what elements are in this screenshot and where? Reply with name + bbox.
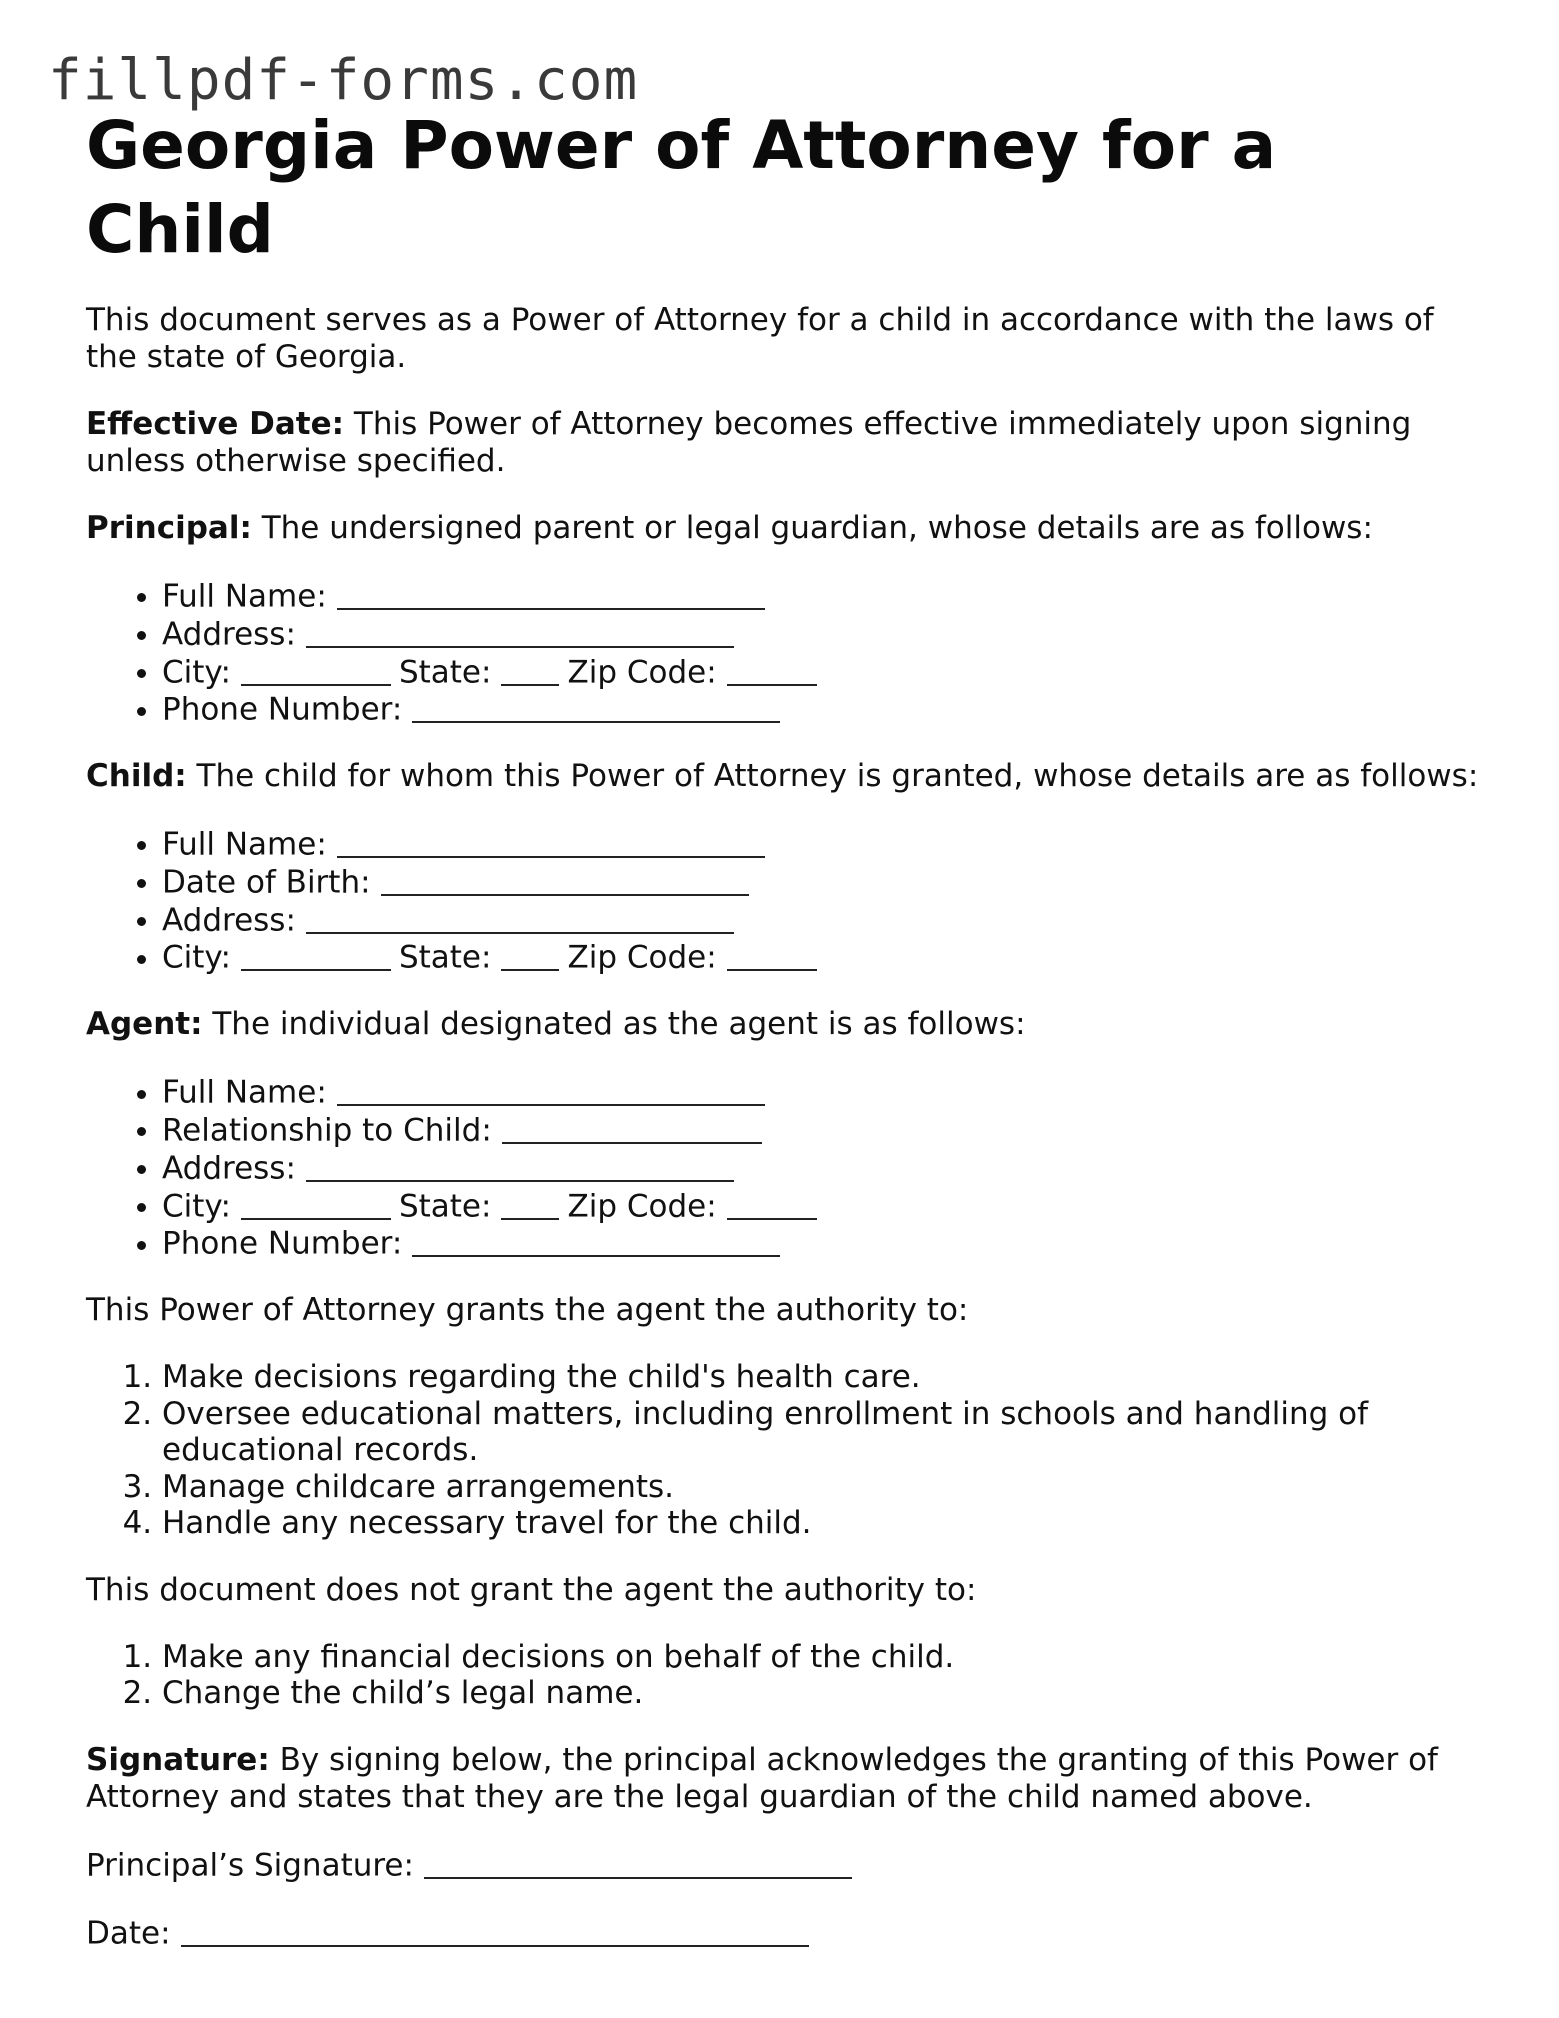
list-item <box>162 653 1486 691</box>
list-item <box>162 615 1486 653</box>
agent-address-label: Address: <box>162 1150 296 1187</box>
agent-text: The individual designated as the agent is as follows: <box>202 1006 1026 1043</box>
list-item: 3. Manage childcare arrangements. <box>162 1469 1486 1506</box>
child-address-label: Address: <box>162 901 296 938</box>
agent-address-field[interactable] <box>306 1149 734 1182</box>
agent-full-name-field[interactable] <box>337 1073 765 1106</box>
child-label: Child: <box>86 758 187 795</box>
list-item <box>162 577 1486 615</box>
agent-phone-field[interactable] <box>412 1224 780 1257</box>
list-item: 4. Handle any necessary travel for the child. <box>162 1505 1486 1542</box>
agent-city-field[interactable] <box>241 1187 391 1220</box>
agent-zip-label: Zip Code: <box>567 1187 717 1224</box>
list-item: 1. Make decisions regarding the child's health care. <box>162 1359 1486 1396</box>
principal-phone-label: Phone Number: <box>162 691 403 728</box>
principal-text: The undersigned parent or legal guardian, whose details are as follows: <box>251 510 1373 546</box>
list-item <box>162 901 1486 939</box>
child-dob-field[interactable] <box>381 863 749 896</box>
limits-intro: This document does not grant the agent the authority to: <box>86 1571 977 1608</box>
child-state-label: State: <box>398 939 492 976</box>
child-address-field[interactable] <box>306 901 734 934</box>
child-full-name-field[interactable] <box>337 825 765 858</box>
principal-address-field[interactable] <box>306 615 734 648</box>
limits-list <box>86 1639 1486 1712</box>
list-item <box>162 1187 1486 1225</box>
list-item: 1. Make any financial decisions on behalf of the child. <box>162 1639 1486 1676</box>
page-title: Georgia Power of Attorney for a Child <box>86 107 1277 268</box>
principal-label: Principal: <box>86 510 252 546</box>
list-item <box>162 863 1486 901</box>
watermark: fillpdf-forms.com <box>48 48 639 113</box>
agent-zip-field[interactable] <box>727 1187 817 1220</box>
agent-state-field[interactable] <box>501 1187 559 1220</box>
effective-date-text: This Power of Attorney becomes effective immediately upon signing unless otherwise specified. <box>86 406 1412 479</box>
agent-paragraph <box>86 1006 1486 1043</box>
child-details-list <box>86 825 1486 976</box>
principal-full-name-field[interactable] <box>337 577 765 610</box>
grants-intro: This Power of Attorney grants the agent the authority to: <box>86 1292 969 1329</box>
agent-relationship-label: Relationship to Child: <box>162 1112 492 1149</box>
principal-signature-line <box>86 1846 1486 1884</box>
principal-full-name-label: Full Name: <box>162 578 327 615</box>
date-label: Date: <box>86 1915 171 1952</box>
list-item <box>162 1149 1486 1187</box>
child-zip-field[interactable] <box>727 938 817 971</box>
document <box>86 104 1486 1982</box>
principal-phone-field[interactable] <box>412 690 780 723</box>
agent-state-label: State: <box>398 1187 492 1224</box>
child-city-field[interactable] <box>241 938 391 971</box>
signature-paragraph <box>86 1742 1486 1816</box>
principal-state-field[interactable] <box>501 653 559 686</box>
list-item <box>162 938 1486 976</box>
signature-label: Signature: <box>86 1741 270 1778</box>
principal-address-label: Address: <box>162 616 296 653</box>
principal-zip-field[interactable] <box>727 653 817 686</box>
agent-phone-label: Phone Number: <box>162 1225 403 1262</box>
principal-zip-label: Zip Code: <box>567 653 717 690</box>
child-state-field[interactable] <box>501 938 559 971</box>
principal-paragraph <box>86 510 1486 547</box>
agent-full-name-label: Full Name: <box>162 1074 327 1111</box>
child-city-label: City: <box>162 939 231 976</box>
effective-date-label: Effective Date: <box>86 406 345 442</box>
child-paragraph <box>86 758 1486 795</box>
agent-city-label: City: <box>162 1187 231 1224</box>
list-item: 2. Oversee educational matters, including enrollment in schools and handling of educational records. <box>162 1396 1486 1469</box>
list-item <box>162 1224 1486 1262</box>
child-zip-label: Zip Code: <box>567 939 717 976</box>
effective-date-paragraph <box>86 406 1486 480</box>
signature-text: By signing below, the principal acknowledges the granting of this Power of Attorney and states that they are the legal guardian of the child named above. <box>86 1741 1438 1815</box>
principal-signature-label: Principal’s Signature: <box>86 1846 414 1883</box>
principal-state-label: State: <box>398 653 492 690</box>
list-item: 2. Change the child’s legal name. <box>162 1675 1486 1712</box>
child-full-name-label: Full Name: <box>162 826 327 863</box>
list-item <box>162 690 1486 728</box>
list-item <box>162 1073 1486 1111</box>
principal-city-field[interactable] <box>241 653 391 686</box>
date-line <box>86 1914 1486 1952</box>
agent-details-list <box>86 1073 1486 1262</box>
list-item <box>162 825 1486 863</box>
child-text: The child for whom this Power of Attorney is granted, whose details are as follows: <box>186 758 1479 795</box>
intro-paragraph: This document serves as a Power of Attorney for a child in accordance with the laws of the state of Georgia. <box>86 302 1434 375</box>
principal-details-list <box>86 577 1486 728</box>
agent-label: Agent: <box>86 1006 203 1043</box>
date-field[interactable] <box>181 1914 809 1947</box>
child-dob-label: Date of Birth: <box>162 864 371 901</box>
grants-list <box>86 1359 1486 1542</box>
list-item <box>162 1111 1486 1149</box>
agent-relationship-field[interactable] <box>502 1111 762 1144</box>
principal-signature-field[interactable] <box>424 1846 852 1879</box>
principal-city-label: City: <box>162 653 231 690</box>
